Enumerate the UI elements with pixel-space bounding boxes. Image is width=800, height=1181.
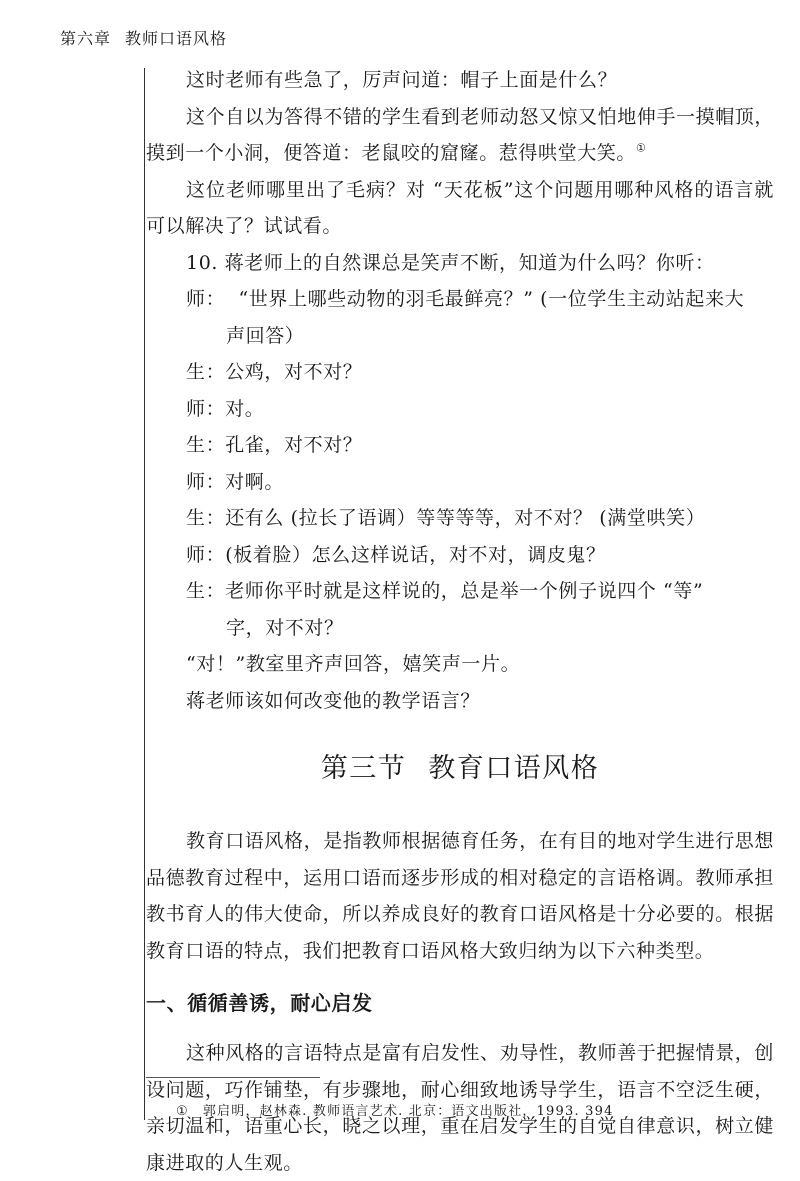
section-heading bbox=[146, 739, 774, 799]
footnote-divider bbox=[146, 1077, 320, 1078]
utterance-continuation: 声回答） bbox=[226, 324, 305, 347]
dialogue-line bbox=[146, 464, 774, 501]
running-header bbox=[60, 26, 227, 49]
utterance: 孔雀，对不对？ bbox=[225, 434, 363, 456]
speaker: 师： bbox=[186, 288, 226, 310]
footnote-marker: ① bbox=[176, 1104, 189, 1119]
speaker: 师： bbox=[186, 397, 226, 420]
dialogue-line bbox=[146, 500, 774, 537]
footnote bbox=[176, 1100, 614, 1119]
utterance: 还有么 (拉长了语调）等等等等，对不对？ (满堂哄笑） bbox=[225, 507, 706, 529]
speaker: 生： bbox=[186, 580, 226, 602]
subsection-paragraph: 这种风格的言语特点是富有启发性、劝导性，教师善于把握情景，创设问题，巧作铺垫，有步骤地，耐心细致地诱导学生，语言不空泛生硬，亲切温和，语重心长，晓之以理，重在启发学生的自觉自律意识，树立健康进取的人生观。 bbox=[146, 1042, 775, 1174]
dialogue-line bbox=[146, 391, 774, 428]
utterance: 老师你平时就是这样说的，总是举一个例子说四个 “等” bbox=[225, 580, 704, 602]
utterance: 对啊。 bbox=[225, 470, 285, 493]
dialogue bbox=[146, 281, 774, 646]
utterance: (板着脸）怎么这样说话，对不对，调皮鬼？ bbox=[225, 543, 606, 566]
story-paragraph: 这个自以为答得不错的学生看到老师动怒又惊又怕地伸手一摸帽顶，摸到一个小洞，便答道：老鼠咬的窟窿。惹得哄堂大笑。① bbox=[146, 105, 775, 164]
speaker: 生： bbox=[186, 434, 226, 456]
speaker: 师： bbox=[186, 543, 226, 566]
section-paragraph: 教育口语风格，是指教师根据德育任务，在有目的地对学生进行思想品德教育过程中，运用口语而逐步形成的相对稳定的言语格调。教师承担教书育人的伟大使命，所以养成良好的教育口语风格是十分必要的。根据教育口语的特点，我们把教育口语风格大致归纳为以下六种类型。 bbox=[146, 830, 775, 962]
dialogue-line bbox=[146, 281, 774, 318]
dialogue-line bbox=[146, 573, 774, 610]
case-question: 蒋老师该如何改变他的教学语言？ bbox=[186, 689, 481, 712]
section-title: 教育口语风格 bbox=[428, 753, 600, 784]
case-outro: “对！”教室里齐声回答，嬉笑声一片。 bbox=[186, 653, 521, 675]
utterance: “世界上哪些动物的羽毛最鲜亮？” (一位学生主动站起来大 bbox=[225, 288, 745, 310]
dialogue-line bbox=[146, 354, 774, 391]
speaker: 师： bbox=[186, 470, 226, 493]
case-intro: 10. 蒋老师上的自然课总是笑声不断，知道为什么吗？你听： bbox=[186, 251, 715, 274]
footnote-reference: ① bbox=[636, 141, 647, 155]
speaker: 生： bbox=[186, 361, 226, 383]
dialogue-line bbox=[146, 537, 774, 574]
left-margin-rule bbox=[144, 68, 145, 1120]
story-paragraph: 这时老师有些急了，厉声问道：帽子上面是什么？ bbox=[186, 69, 618, 91]
page-body bbox=[146, 62, 774, 1181]
utterance-continuation: 字，对不对？ bbox=[226, 616, 344, 639]
section-number: 第三节 bbox=[320, 753, 407, 784]
question-paragraph: 这位老师哪里出了毛病？对 “天花板”这个问题用哪种风格的语言就可以解决了？试试看。 bbox=[146, 178, 774, 237]
utterance: 对。 bbox=[225, 397, 265, 420]
chapter-number: 第六章 bbox=[60, 29, 112, 48]
chapter-title: 教师口语风格 bbox=[125, 29, 228, 48]
footnote-text: 郭启明，赵林森. 教师语言艺术. 北京：语文出版社，1993. 394 bbox=[202, 1104, 614, 1119]
subsection-heading: 一、循循善诱，耐心启发 bbox=[146, 991, 373, 1015]
utterance: 公鸡，对不对？ bbox=[225, 361, 363, 383]
speaker: 生： bbox=[186, 507, 226, 529]
dialogue-line bbox=[146, 427, 774, 464]
